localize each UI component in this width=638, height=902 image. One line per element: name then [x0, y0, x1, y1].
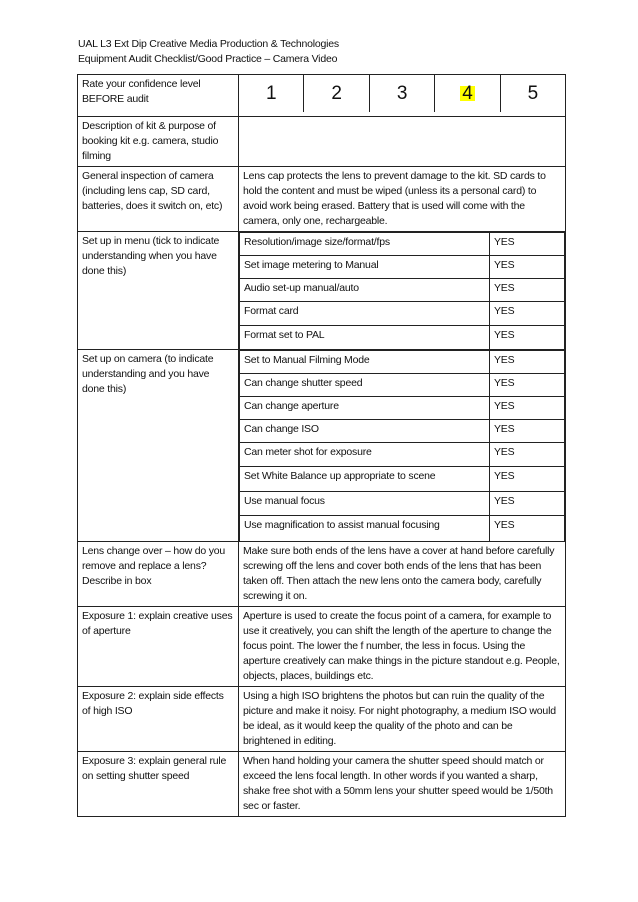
- checklist-answer[interactable]: YES: [490, 396, 565, 419]
- checklist-task: Format set to PAL: [240, 326, 490, 349]
- document-title-line-1: UAL L3 Ext Dip Creative Media Production & Technologies: [78, 38, 339, 50]
- checklist-task: Can change aperture: [240, 396, 490, 419]
- checklist-task: Can meter shot for exposure: [240, 442, 490, 466]
- checklist-task: Use magnification to assist manual focusing: [240, 515, 490, 541]
- checklist-answer[interactable]: YES: [490, 491, 565, 515]
- camera-setup-label: Set up on camera (to indicate understanding and you have done this): [78, 349, 239, 542]
- checklist-task: Can change ISO: [240, 419, 490, 442]
- confidence-scale-cell: [239, 75, 566, 117]
- camera-setup-row: [78, 349, 566, 542]
- exposure-3-answer[interactable]: When hand holding your camera the shutter speed should match or exceed the lens focal length. In other words if you wanted a sharp, shake free shot with a 50mm lens your shutter speed would be 1/50th sec or faster.: [239, 752, 566, 817]
- checklist-answer[interactable]: YES: [490, 233, 565, 256]
- checklist-answer[interactable]: YES: [490, 279, 565, 302]
- checklist-answer[interactable]: YES: [490, 419, 565, 442]
- exposure-1-label: Exposure 1: explain creative uses of aperture: [78, 607, 239, 687]
- checklist-row: [240, 256, 565, 279]
- checklist-answer[interactable]: YES: [490, 442, 565, 466]
- confidence-option-3[interactable]: 3: [369, 75, 434, 112]
- confidence-scale: [239, 75, 565, 112]
- checklist-row: [240, 515, 565, 541]
- checklist-row: [240, 350, 565, 373]
- checklist-row: [240, 373, 565, 396]
- lens-change-row: [78, 542, 566, 607]
- description-field[interactable]: [239, 117, 566, 167]
- confidence-option-1[interactable]: 1: [266, 83, 277, 104]
- checklist-answer[interactable]: YES: [490, 515, 565, 541]
- exposure-3-label: Exposure 3: explain general rule on setting shutter speed: [78, 752, 239, 817]
- confidence-option-2[interactable]: 2: [303, 75, 368, 112]
- menu-setup-row: [78, 232, 566, 350]
- checklist-task: Set image metering to Manual: [240, 256, 490, 279]
- description-label: Description of kit & purpose of booking kit e.g. camera, studio filming: [78, 117, 239, 167]
- lens-change-label: Lens change over – how do you remove and replace a lens? Describe in box: [78, 542, 239, 607]
- checklist-task: Resolution/image size/format/fps: [240, 233, 490, 256]
- checklist-task: Set White Balance up appropriate to scene: [240, 466, 490, 491]
- exposure-1-answer[interactable]: Aperture is used to create the focus point of a camera, for example to use it creatively, you can shift the length of the aperture to change the focus point. The lower the f number, the less in focus. Using the aperture creatively can make things in the picture standout e.g. People, objects, places, buildings etc.: [239, 607, 566, 687]
- exposure-2-label: Exposure 2: explain side effects of high ISO: [78, 687, 239, 752]
- camera-setup-checklist: [239, 350, 565, 542]
- description-row: [78, 117, 566, 167]
- checklist-task: Format card: [240, 302, 490, 326]
- inspection-row: [78, 167, 566, 232]
- confidence-option-4-selected[interactable]: [434, 75, 499, 112]
- confidence-row: [78, 75, 566, 117]
- checklist-row: [240, 302, 565, 326]
- audit-checklist-table: [77, 74, 566, 817]
- checklist-task: Set to Manual Filming Mode: [240, 350, 490, 373]
- checklist-row: [240, 326, 565, 349]
- checklist-task: Can change shutter speed: [240, 373, 490, 396]
- exposure-3-row: [78, 752, 566, 817]
- menu-setup-checklist: [239, 232, 565, 349]
- exposure-2-answer[interactable]: Using a high ISO brightens the photos but can ruin the quality of the picture and make it noisy. For night photography, a medium ISO would be ideal, as it would keep the quality of the photo and can be brightened in editing.: [239, 687, 566, 752]
- checklist-task: Audio set-up manual/auto: [240, 279, 490, 302]
- confidence-option-5[interactable]: 5: [500, 75, 565, 112]
- menu-setup-cell: [239, 232, 566, 350]
- checklist-answer[interactable]: YES: [490, 466, 565, 491]
- exposure-2-row: [78, 687, 566, 752]
- checklist-answer[interactable]: YES: [490, 256, 565, 279]
- inspection-answer[interactable]: Lens cap protects the lens to prevent damage to the kit. SD cards to hold the content and must be wiped (unless its a personal card) to avoid work being erased. Battery that is used will come with the camera, only one, rechargeable.: [239, 167, 566, 232]
- selected-highlight: 4: [462, 83, 473, 104]
- inspection-label: General inspection of camera (including lens cap, SD card, batteries, does it switch on, etc): [78, 167, 239, 232]
- checklist-row: [240, 279, 565, 302]
- checklist-row: [240, 396, 565, 419]
- checklist-task: Use manual focus: [240, 491, 490, 515]
- checklist-row: [240, 466, 565, 491]
- checklist-row: [240, 233, 565, 256]
- checklist-row: [240, 442, 565, 466]
- checklist-answer[interactable]: YES: [490, 302, 565, 326]
- confidence-label: Rate your confidence level BEFORE audit: [78, 75, 239, 117]
- exposure-1-row: [78, 607, 566, 687]
- checklist-answer[interactable]: YES: [490, 326, 565, 349]
- checklist-row: [240, 491, 565, 515]
- checklist-answer[interactable]: YES: [490, 373, 565, 396]
- checklist-answer[interactable]: YES: [490, 350, 565, 373]
- camera-setup-cell: [239, 349, 566, 542]
- document-title-line-2: Equipment Audit Checklist/Good Practice – Camera Video: [78, 53, 338, 65]
- lens-change-answer[interactable]: Make sure both ends of the lens have a cover at hand before carefully screwing off the lens and cover both ends of the lens that has been taken off. Then attach the new lens onto the camera body, carefully screwing it on.: [239, 542, 566, 607]
- checklist-row: [240, 419, 565, 442]
- menu-setup-label: Set up in menu (tick to indicate understanding when you have done this): [78, 232, 239, 350]
